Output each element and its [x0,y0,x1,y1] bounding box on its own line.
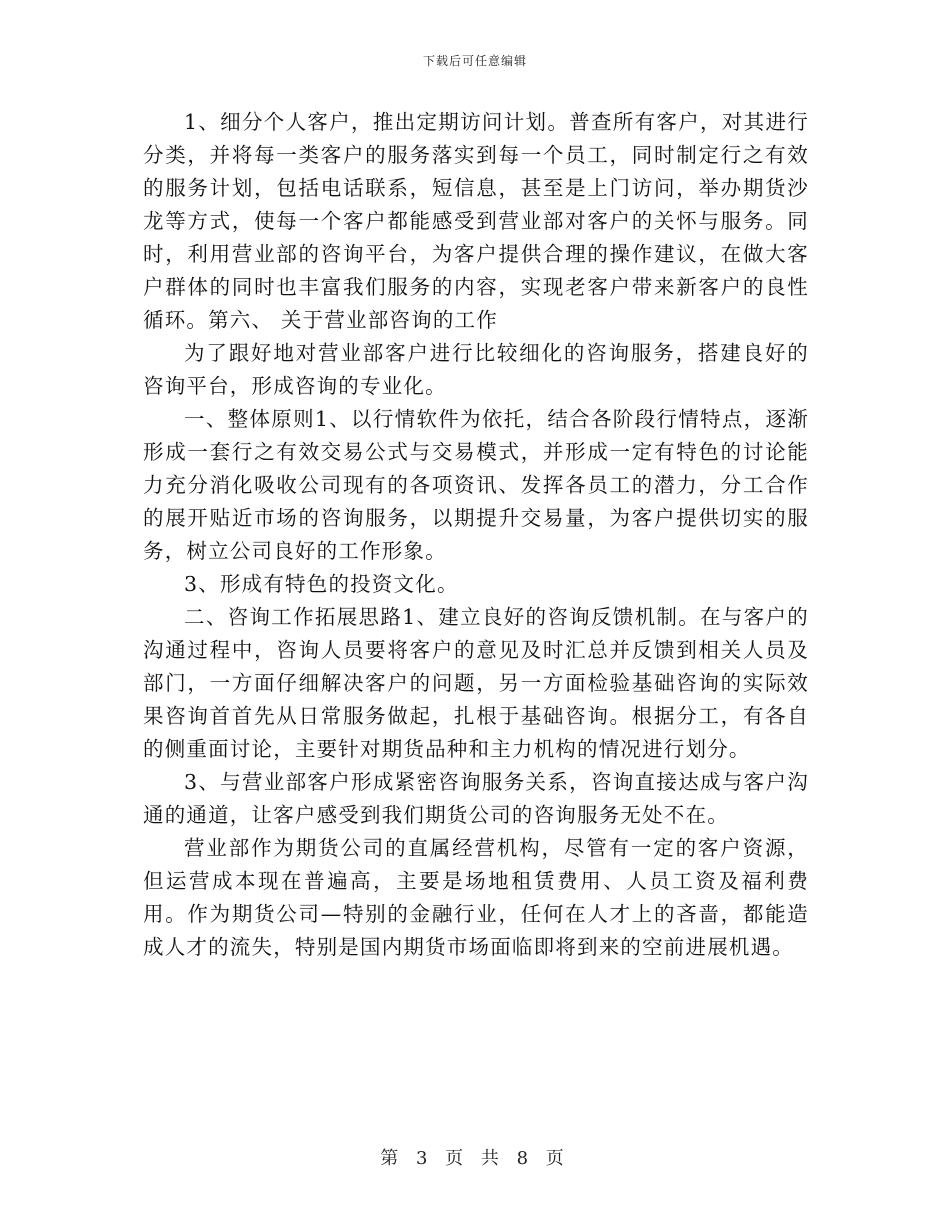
paragraph-operating-costs: 营业部作为期货公司的直属经营机构，尽管有一定的客户资源，但运营成本现在普遍高，主要是场地租赁费用、人员工资及福利费用。作为期货公司—特别的金融行业，任何在人才上的吝啬，都能造成人才的流失，特别是国内期货市场面临即将到来的空前进展机遇。 [143,836,809,959]
paragraph-overall-principles: 一、整体原则1、以行情软件为依托，结合各阶段行情特点，逐渐形成一套行之有效交易公式与交易模式，并形成一定有特色的讨论能力充分消化吸收公司现有的各项资讯、发挥各员工的潜力，分工合作的展开贴近市场的咨询服务，以期提升交易量，为客户提供切实的服务，树立公司良好的工作形象。 [143,407,809,563]
paragraph-consulting-intro: 为了跟好地对营业部客户进行比较细化的咨询服务，搭建良好的咨询平台，形成咨询的专业化。 [143,341,809,398]
paragraph-investment-culture: 3、形成有特色的投资文化。 [184,572,459,596]
paragraph-consulting-expansion: 二、咨询工作拓展思路1、建立良好的咨询反馈机制。在与客户的沟通过程中，咨询人员要将客户的意见及时汇总并反馈到相关人员及部门，一方面仔细解决客户的问题，另一方面检验基础咨询的实际效果咨询首首先从日常服务做起，扎根于基础咨询。根据分工，有各自的侧重面讨论，主要针对期货品种和主力机构的情况进行划分。 [143,605,809,761]
page-header-note: 下载后可任意编辑 [422,54,527,68]
paragraph-client-relationship: 3、与营业部客户形成紧密咨询服务关系，咨询直接达成与客户沟通的通道，让客户感受到我们期货公司的咨询服务无处不在。 [143,770,809,827]
document-body [143,106,809,964]
page-number: 第 3 页 共 8 页 [380,1148,570,1169]
paragraph-client-visits: 1、细分个人客户，推出定期访问计划。普查所有客户，对其进行分类，并将每一类客户的服务落实到每一个员工，同时制定行之有效的服务计划，包括电话联系，短信息，甚至是上门访问，举办期货沙龙等方式，使每一个客户都能感受到营业部对客户的关怀与服务。同时，利用营业部的咨询平台，为客户提供合理的操作建议，在做大客户群体的同时也丰富我们服务的内容，实现老客户带来新客户的良性循环。第六、 关于营业部咨询的工作 [143,110,809,332]
